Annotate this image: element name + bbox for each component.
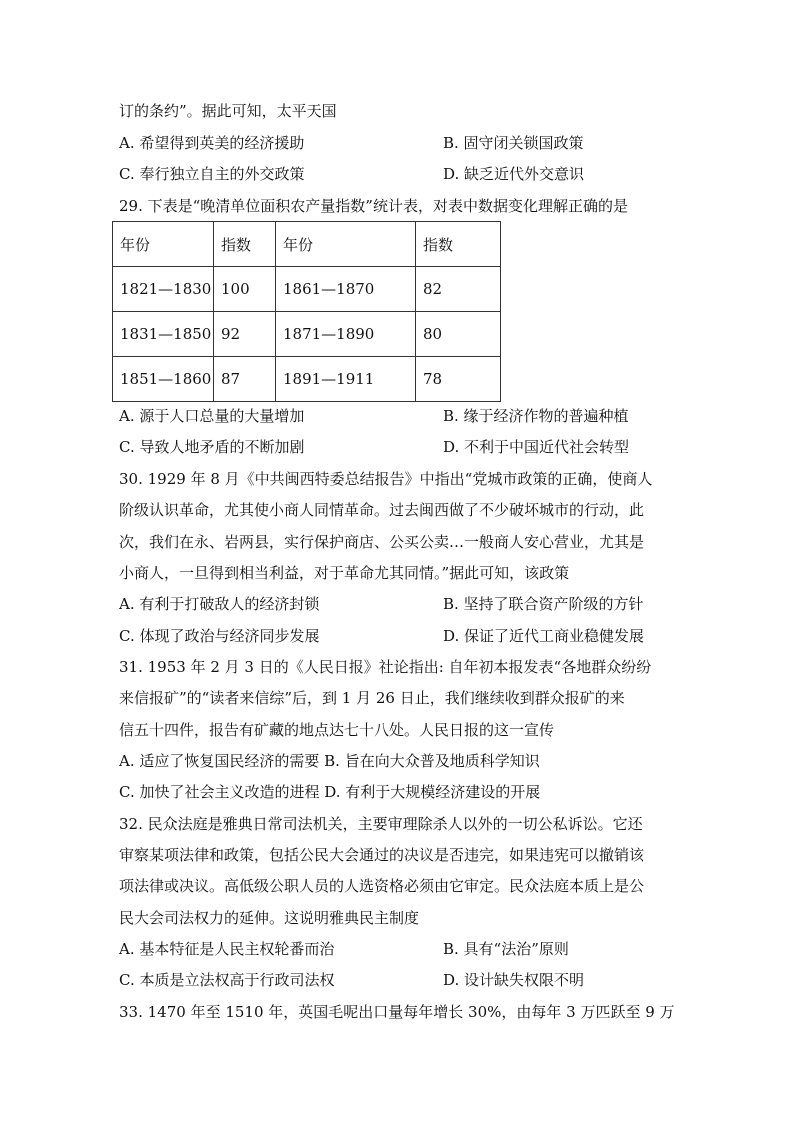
- table-row: [113, 267, 501, 312]
- q29-option-a: A. 源于人口总量的大量增加: [119, 407, 305, 425]
- table-row: [113, 357, 501, 402]
- table-cell: 82: [416, 267, 501, 312]
- q30-option-a: A. 有利于打破敌人的经济封锁: [119, 595, 320, 613]
- table-cell: 92: [214, 312, 276, 357]
- q28-option-b: B. 固守闭关锁国政策: [443, 134, 584, 152]
- table-cell: 1851—1860: [113, 357, 214, 402]
- q32-option-b: B. 具有“法治”原则: [443, 940, 569, 958]
- table-cell: 78: [416, 357, 501, 402]
- q31-options-cd: C. 加快了社会主义改造的进程 D. 有利于大规模经济建设的开展: [119, 783, 541, 801]
- q30-option-d: D. 保证了近代工商业稳健发展: [443, 627, 645, 645]
- table-cell: 1831—1850: [113, 312, 214, 357]
- q33-stem-line-1: 33. 1470 年至 1510 年，英国毛呢出口量每年增长 30%，由每年 3 万匹跃至 9 万: [119, 1003, 675, 1021]
- q31-stem-line-1: 31. 1953 年 2 月 3 日的《人民日报》社论指出: 自年初本报发表“各地群众纷纷: [119, 658, 652, 676]
- q30-option-c: C. 体现了政治与经济同步发展: [119, 627, 320, 645]
- table-cell: 87: [214, 357, 276, 402]
- table-header-row: [113, 222, 501, 267]
- header-cell: 指数: [416, 222, 501, 267]
- q29-data-table: [112, 221, 501, 402]
- q28-option-a: A. 希望得到英美的经济援助: [119, 134, 305, 152]
- table-cell: 1891—1911: [276, 357, 416, 402]
- q28-option-d: D. 缺乏近代外交意识: [443, 165, 585, 183]
- table-cell: 1871—1890: [276, 312, 416, 357]
- table-cell: 1861—1870: [276, 267, 416, 312]
- q31-options-ab: A. 适应了恢复国民经济的需要 B. 旨在向大众普及地质科学知识: [119, 752, 540, 770]
- q29-option-d: D. 不利于中国近代社会转型: [443, 438, 630, 456]
- header-cell: 年份: [276, 222, 416, 267]
- q30-stem-line-3: 次，我们在永、岩两县，实行保护商店、公买公卖…一般商人安心营业，尤其是: [119, 533, 645, 551]
- q32-stem-line-2: 审察某项法律和政策，包括公民大会通过的决议是否违完，如果违宪可以撤销该: [119, 846, 645, 864]
- q32-stem-line-3: 项法律或决议。高低级公职人员的人选资格必须由它审定。民众法庭本质上是公: [119, 877, 645, 895]
- q28-stem-continuation: 订的条约”。据此可知，太平天国: [119, 102, 337, 120]
- header-cell: 年份: [113, 222, 214, 267]
- q32-stem-line-1: 32. 民众法庭是雅典日常司法机关，主要审理除杀人以外的一切公私诉讼。它还: [119, 815, 643, 833]
- header-cell: 指数: [214, 222, 276, 267]
- q32-option-d: D. 设计缺失权限不明: [443, 971, 585, 989]
- q29-option-c: C. 导致人地矛盾的不断加剧: [119, 438, 305, 456]
- q30-stem-line-4: 小商人，一旦得到相当利益，对于革命尤其同情。”据此可知，该政策: [119, 564, 570, 582]
- q30-stem-line-1: 30. 1929 年 8 月《中共闽西特委总结报告》中指出“党城市政策的正确，使商人: [119, 470, 653, 488]
- q31-stem-line-3: 信五十四件，报告有矿藏的地点达七十八处。人民日报的这一宣传: [119, 721, 555, 739]
- q32-stem-line-4: 民大会司法权力的延伸。这说明雅典民主制度: [119, 909, 420, 927]
- table-cell: 1821—1830: [113, 267, 214, 312]
- q28-option-c: C. 奉行独立自主的外交政策: [119, 165, 305, 183]
- table-cell: 80: [416, 312, 501, 357]
- q30-stem-line-2: 阶级认识革命，尤其使小商人同情革命。过去闽西做了不少破坏城市的行动，此: [119, 501, 645, 519]
- q29-option-b: B. 缘于经济作物的普遍种植: [443, 407, 629, 425]
- q29-stem: 29. 下表是“晚清单位面积农产量指数”统计表，对表中数据变化理解正确的是: [119, 197, 628, 215]
- table-cell: 100: [214, 267, 276, 312]
- q32-option-c: C. 本质是立法权高于行政司法权: [119, 971, 335, 989]
- q30-option-b: B. 坚持了联合资产阶级的方针: [443, 595, 644, 613]
- table-row: [113, 312, 501, 357]
- q31-stem-line-2: 来信报矿”的“读者来信综”后，到 1 月 26 日止，我们继续收到群众报矿的来: [119, 689, 625, 707]
- q32-option-a: A. 基本特征是人民主权轮番而治: [119, 940, 335, 958]
